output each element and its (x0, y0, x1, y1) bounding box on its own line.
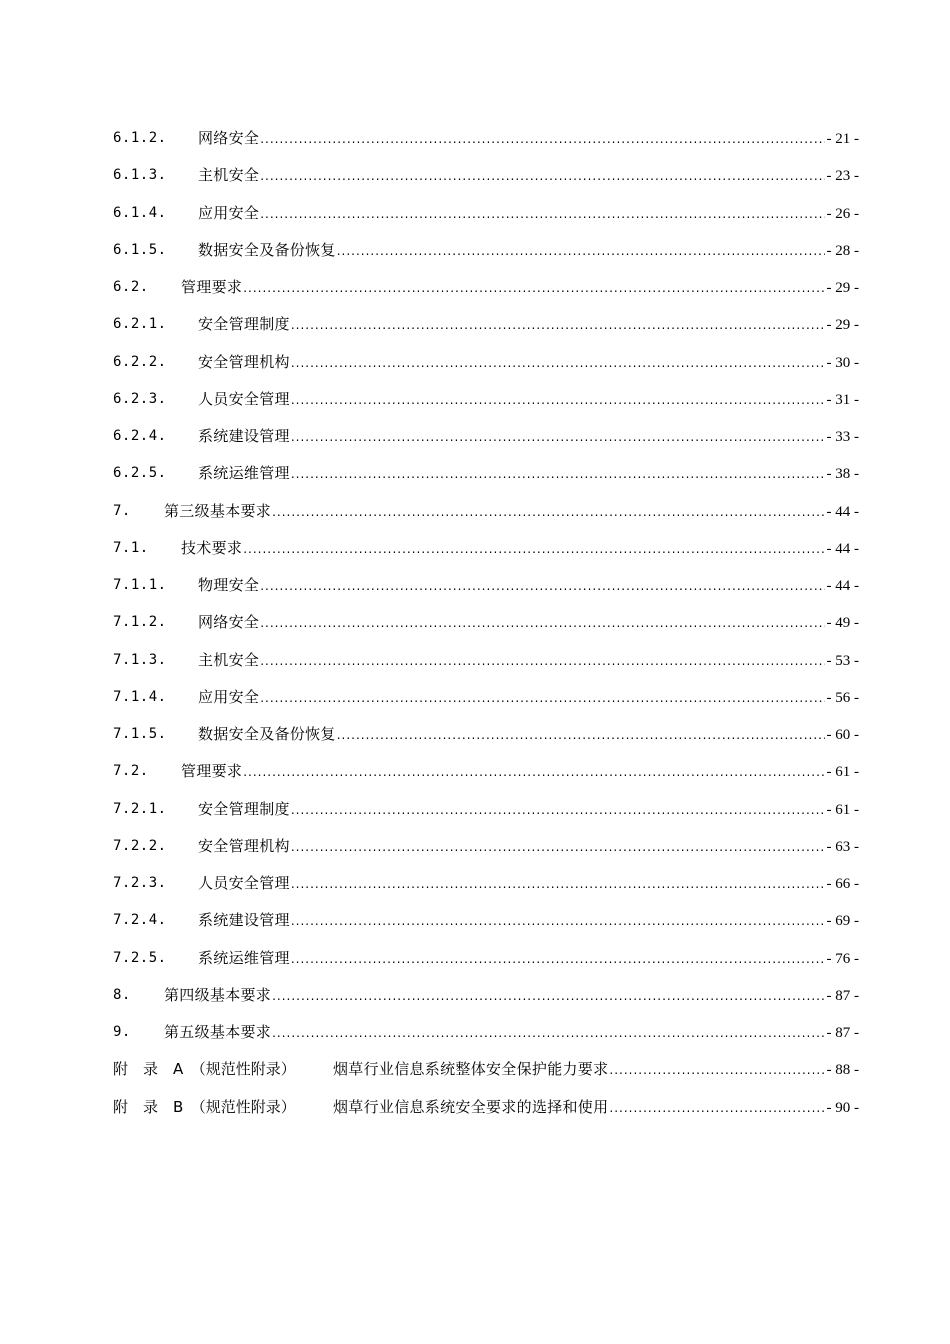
toc-entry-body (198, 798, 859, 821)
dot-leader (291, 389, 825, 411)
toc-entry-page-number: - 61 - (826, 801, 859, 818)
toc-entry-title: 第三级基本要求 (164, 501, 272, 520)
toc-entry[interactable] (113, 798, 859, 835)
toc-entry-title: 第四级基本要求 (164, 985, 272, 1004)
toc-entry-number: 6.2.2. (113, 353, 167, 370)
toc-entry-title: 烟草行业信息系统安全要求的选择和使用 (333, 1097, 609, 1116)
toc-entry-page-number: - 87 - (826, 1025, 859, 1041)
toc-entry-title: 人员安全管理 (198, 874, 290, 892)
dot-leader (260, 203, 824, 225)
toc-entry[interactable] (113, 462, 859, 499)
toc-entry-title: 系统建设管理 (198, 911, 290, 930)
toc-entry-page-number: - 69 - (826, 913, 859, 930)
toc-entry-body (198, 872, 859, 895)
toc-entry[interactable] (113, 649, 859, 686)
toc-entry-body (181, 760, 859, 783)
dot-leader (291, 314, 825, 336)
toc-entry[interactable] (113, 425, 859, 462)
toc-entry-title: 网络安全 (198, 129, 260, 147)
toc-entry-body (198, 425, 859, 448)
dot-leader (260, 165, 824, 187)
toc-entry-page-number: - 87 - (826, 987, 859, 1004)
toc-entry-title: 安全管理机构 (198, 352, 290, 371)
toc-entry-title: 应用安全 (198, 687, 260, 706)
toc-entry-body (198, 574, 859, 597)
toc-entry[interactable] (113, 537, 859, 574)
toc-entry-body (198, 127, 859, 150)
toc-entry-page-number: - 29 - (826, 280, 859, 296)
toc-entry-title: 数据安全及备份恢复 (198, 725, 336, 743)
toc-entry-page-number: - 56 - (826, 689, 859, 706)
toc-entry-number: 7.2. (113, 763, 149, 780)
toc-entry-body (164, 1021, 859, 1044)
toc-entry-title: 系统运维管理 (198, 948, 290, 967)
toc-entry-number: 附 录 A （规范性附录） (113, 1060, 296, 1079)
dot-leader (272, 501, 824, 523)
toc-entry-page-number: - 23 - (826, 168, 859, 185)
toc-entry-number: 7.2.4. (113, 912, 167, 929)
toc-entry-number: 6.1.4. (113, 204, 167, 221)
toc-entry-number: 7.2.1. (113, 800, 167, 817)
toc-entry[interactable] (113, 276, 859, 313)
toc-entry-body (198, 239, 859, 262)
toc-entry-number: 7.2.5. (113, 949, 167, 966)
toc-entry-page-number: - 38 - (826, 466, 859, 483)
toc-entry[interactable] (113, 127, 859, 164)
toc-entry[interactable] (113, 872, 859, 909)
toc-entry-page-number: - 49 - (826, 615, 859, 632)
toc-entry-number: 9. (113, 1024, 131, 1040)
toc-entry-body (164, 500, 859, 523)
toc-entry[interactable] (113, 1058, 859, 1095)
toc-entry-page-number: - 31 - (826, 391, 859, 408)
dot-leader (272, 1022, 824, 1044)
toc-entry-body (198, 462, 859, 485)
toc-entry-page-number: - 90 - (826, 1099, 859, 1116)
toc-entry-body (198, 649, 859, 672)
dot-leader (291, 948, 825, 970)
dot-leader (291, 799, 825, 821)
toc-entry-body (181, 537, 859, 560)
toc-entry-body (181, 276, 859, 299)
toc-entry-number: 6.2.3. (113, 390, 167, 407)
dot-leader (291, 426, 825, 448)
toc-entry-page-number: - 63 - (826, 838, 859, 855)
toc-entry[interactable] (113, 164, 859, 201)
toc-entry[interactable] (113, 611, 859, 648)
toc-entry[interactable] (113, 574, 859, 611)
toc-entry-page-number: - 44 - (826, 578, 859, 594)
toc-entry[interactable] (113, 909, 859, 946)
dot-leader (337, 240, 825, 262)
dot-leader (609, 1097, 824, 1119)
toc-entry-number: 7.1.3. (113, 651, 167, 668)
toc-entry-title: 主机安全 (198, 650, 260, 669)
toc-entry-body (198, 686, 859, 709)
toc-entry-body (333, 1058, 859, 1081)
toc-entry-number: 8. (113, 986, 131, 1003)
toc-entry-body (198, 611, 859, 634)
toc-entry-title: 系统建设管理 (198, 427, 290, 445)
toc-entry[interactable] (113, 723, 859, 760)
toc-entry-title: 系统运维管理 (198, 464, 290, 483)
toc-entry-page-number: - 61 - (826, 764, 859, 781)
toc-entry-title: 安全管理制度 (198, 799, 290, 818)
toc-entry[interactable] (113, 313, 859, 350)
toc-entry-body (198, 835, 859, 858)
toc-entry-body (333, 1096, 859, 1119)
toc-entry[interactable] (113, 351, 859, 388)
toc-entry-page-number: - 44 - (826, 540, 859, 557)
dot-leader (609, 1059, 824, 1081)
toc-entry-page-number: - 29 - (826, 317, 859, 334)
dot-leader (260, 650, 824, 672)
toc-entry-number: 7.2.3. (113, 875, 167, 891)
toc-entry-number: 6.1.5. (113, 241, 167, 258)
toc-entry-page-number: - 53 - (826, 652, 859, 669)
toc-entry-body (198, 351, 859, 374)
toc-entry[interactable] (113, 1021, 859, 1058)
toc-entry-number: 7.1.2. (113, 614, 167, 631)
toc-entry-number: 6.1.3. (113, 167, 167, 184)
toc-entry-title: 烟草行业信息系统整体安全保护能力要求 (333, 1060, 609, 1079)
toc-entry-body (198, 202, 859, 225)
toc-entry-title: 安全管理机构 (198, 836, 290, 855)
toc-entry-number: 6.2.5. (113, 465, 167, 482)
toc-entry[interactable] (113, 835, 859, 872)
toc-entry-title: 人员安全管理 (198, 389, 290, 408)
toc-entry-title: 技术要求 (181, 538, 243, 557)
toc-entry[interactable] (113, 947, 859, 984)
toc-entry-title: 主机安全 (198, 166, 260, 185)
toc-entry-body (198, 723, 859, 746)
toc-entry[interactable] (113, 239, 859, 276)
toc-entry-page-number: - 21 - (826, 131, 859, 147)
toc-entry-number: 6.2.1. (113, 316, 167, 333)
toc-entry-title: 管理要求 (181, 278, 243, 296)
table-of-contents (113, 127, 859, 1133)
toc-entry[interactable] (113, 686, 859, 723)
dot-leader (291, 910, 825, 932)
toc-entry-body (198, 947, 859, 970)
toc-entry[interactable] (113, 984, 859, 1021)
dot-leader (243, 761, 824, 783)
toc-entry-page-number: - 88 - (826, 1062, 859, 1079)
toc-entry-body (198, 388, 859, 411)
toc-entry-page-number: - 44 - (826, 503, 859, 520)
toc-entry-number: 7. (113, 502, 131, 519)
toc-entry-page-number: - 76 - (826, 950, 859, 967)
dot-leader (260, 612, 824, 634)
dot-leader (291, 873, 825, 895)
toc-entry-body (164, 984, 859, 1007)
dot-leader (243, 538, 824, 560)
dot-leader (260, 575, 824, 597)
toc-entry-title: 数据安全及备份恢复 (198, 240, 336, 259)
toc-entry-title: 安全管理制度 (198, 315, 290, 334)
toc-entry-page-number: - 26 - (826, 205, 859, 222)
toc-entry-title: 应用安全 (198, 203, 260, 222)
toc-entry-page-number: - 28 - (826, 242, 859, 259)
toc-entry-number: 6.2.4. (113, 428, 167, 444)
toc-entry-page-number: - 33 - (826, 429, 859, 445)
toc-entry-title: 物理安全 (198, 576, 260, 594)
dot-leader (337, 724, 825, 746)
dot-leader (291, 463, 825, 485)
toc-entry-title: 第五级基本要求 (164, 1023, 272, 1041)
toc-entry-number: 6.1.2. (113, 130, 167, 146)
toc-entry[interactable] (113, 760, 859, 797)
toc-entry[interactable] (113, 388, 859, 425)
toc-entry-title: 网络安全 (198, 613, 260, 632)
dot-leader (272, 985, 824, 1007)
toc-entry-body (198, 164, 859, 187)
dot-leader (291, 352, 825, 374)
toc-entry-body (198, 313, 859, 336)
dot-leader (260, 128, 824, 150)
dot-leader (260, 687, 824, 709)
toc-entry-title: 管理要求 (181, 762, 243, 781)
toc-entry-page-number: - 66 - (826, 876, 859, 892)
toc-entry-number: 7.1. (113, 539, 149, 556)
dot-leader (243, 277, 824, 299)
toc-entry[interactable] (113, 1096, 859, 1133)
toc-entry-body (198, 909, 859, 932)
toc-entry-page-number: - 30 - (826, 354, 859, 371)
dot-leader (291, 836, 825, 858)
toc-entry-number: 6.2. (113, 279, 149, 295)
toc-entry-number: 7.1.1. (113, 577, 167, 593)
toc-entry-number: 7.1.4. (113, 688, 167, 705)
toc-entry-number: 附 录 B （规范性附录） (113, 1097, 296, 1116)
toc-entry-number: 7.2.2. (113, 837, 167, 854)
toc-entry-page-number: - 60 - (826, 727, 859, 743)
toc-entry[interactable] (113, 500, 859, 537)
toc-entry-number: 7.1.5. (113, 726, 167, 742)
toc-entry[interactable] (113, 202, 859, 239)
